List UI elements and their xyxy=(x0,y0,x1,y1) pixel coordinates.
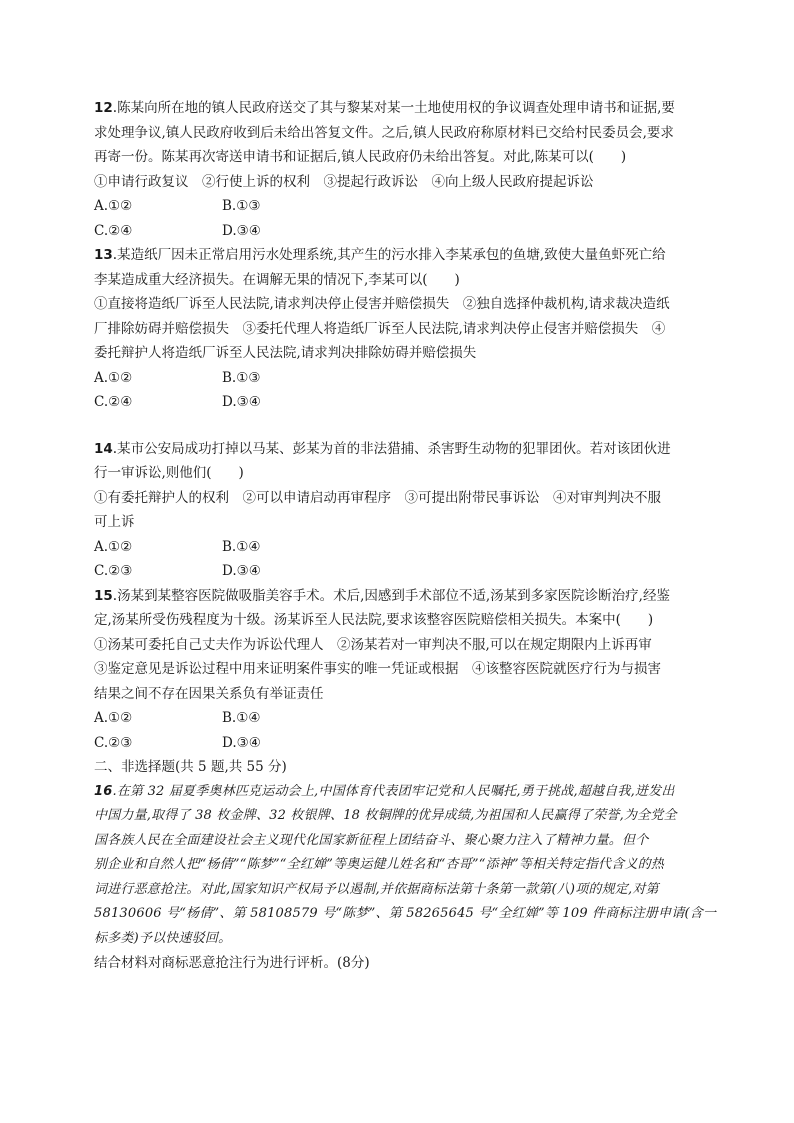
question-statements: ①汤某可委托自己丈夫作为诉讼代理人 ②汤某若对一审判决不服,可以在规定期限内上诉再审 xyxy=(94,636,652,653)
question-number: 15 xyxy=(94,587,113,604)
question-statements: 委托辩护人将造纸厂诉至人民法院,请求判决排除妨碍并赔偿损失 xyxy=(94,345,477,361)
question-text: 行一审诉讼,则他们( ) xyxy=(94,465,244,481)
question-16 xyxy=(94,780,717,952)
question-text: 定,汤某所受伤残程度为十级。汤某诉至人民法院,要求该整容医院赔偿相关损失。本案中( ) xyxy=(94,612,654,628)
option-c: C.②③ xyxy=(94,734,133,751)
question-text: .汤某到某整容医院做吸脂美容手术。术后,因感到手术部位不适,汤某到多家医院诊断治疗,经鉴 xyxy=(112,587,670,604)
material-text: 别企业和自然人把“杨倩”“陈梦”“全红婵”等奥运健儿姓名和“杏哥”“添神”等相关特定指代含义的热 xyxy=(94,857,665,872)
question-12 xyxy=(94,96,704,243)
question-number: 12 xyxy=(94,100,113,116)
question-15 xyxy=(94,584,704,756)
spacer xyxy=(94,415,704,437)
question-13 xyxy=(94,243,704,415)
section-title: 二、非选择题(共 5 题,共 55 分) xyxy=(94,759,287,775)
option-a: A.①② xyxy=(94,538,133,555)
material-text: 58130606 号“杨倩”、第 58108579 号“陈梦”、第 58265645 号“全红婵”等 109 件商标注册申请(含一 xyxy=(94,906,717,921)
question-number: 14 xyxy=(94,440,113,457)
question-text: 再寄一份。陈某再次寄送申请书和证据后,镇人民政府仍未给出答复。对此,陈某可以( ) xyxy=(94,149,627,165)
question-statements: 结果之间不存在因果关系负有举证责任 xyxy=(94,685,324,702)
page-content xyxy=(94,96,717,976)
question-text: .某造纸厂因未正常启用污水处理系统,其产生的污水排入李某承包的鱼塘,致使大量鱼虾死亡给 xyxy=(112,247,666,263)
question-text: 李某造成重大经济损失。在调解无果的情况下,李某可以( ) xyxy=(94,271,460,288)
question-number: 16 xyxy=(94,783,113,799)
option-c: C.②④ xyxy=(94,394,133,410)
question-text: .某市公安局成功打掉以马某、彭某为首的非法猎捕、杀害野生动物的犯罪团伙。若对该团伙进 xyxy=(112,440,671,457)
question-text: .陈某向所在地的镇人民政府送交了其与黎某对某一土地使用权的争议调查处理申请书和证据,要 xyxy=(112,100,675,116)
option-c: C.②④ xyxy=(94,222,133,239)
question-statements: ③鉴定意见是诉讼过程中用来证明案件事实的唯一凭证或根据 ④该整容医院就医疗行为与损害 xyxy=(94,661,661,677)
option-b: B.①③ xyxy=(222,198,261,214)
option-b: B.①③ xyxy=(222,369,261,386)
material-text: .在第 32 届夏季奥林匹克运动会上,中国体育代表团牢记党和人民嘱托,勇于挑战,超越自我,迸发出 xyxy=(112,783,675,799)
option-d: D.③④ xyxy=(222,734,261,751)
material-text: 标多类)予以快速驳回。 xyxy=(94,930,232,946)
options-row xyxy=(94,390,704,415)
options-row xyxy=(94,706,704,731)
option-d: D.③④ xyxy=(222,222,261,239)
material-text: 中国力量,取得了 38 枚金牌、32 枚银牌、18 枚铜牌的优异成绩,为祖国和人民赢得了荣誉,为全党全 xyxy=(94,808,677,823)
options-row xyxy=(94,194,704,219)
options-row xyxy=(94,559,704,584)
options-row xyxy=(94,219,704,244)
question-statements: ①申请行政复议 ②行使上诉的权利 ③提起行政诉讼 ④向上级人民政府提起诉讼 xyxy=(94,173,594,190)
option-c: C.②③ xyxy=(94,563,133,579)
option-b: B.①④ xyxy=(222,538,261,555)
option-d: D.③④ xyxy=(222,394,261,410)
material-text: 词进行恶意抢注。对此,国家知识产权局予以遏制,并依据商标法第十条第一款第(八)项的规定,对第 xyxy=(94,881,659,897)
question-number: 13 xyxy=(94,247,113,263)
option-b: B.①④ xyxy=(222,710,261,726)
question-statements: ①有委托辩护人的权利 ②可以申请启动再审程序 ③可提出附带民事诉讼 ④对审判判决不服 xyxy=(94,489,661,506)
option-a: A.①② xyxy=(94,710,133,726)
question-text: 求处理争议,镇人民政府收到后未给出答复文件。之后,镇人民政府称原材料已交给村民委员会,要求 xyxy=(94,124,674,141)
option-a: A.①② xyxy=(94,369,133,386)
options-row xyxy=(94,535,704,560)
options-row xyxy=(94,731,704,756)
material-text: 国各族人民在全面建设社会主义现代化国家新征程上团结奋斗、聚心聚力注入了精神力量。但个 xyxy=(94,832,649,848)
question-statements: 可上诉 xyxy=(94,514,135,530)
question-14 xyxy=(94,437,704,584)
question-task: 结合材料对商标恶意抢注行为进行评析。(8分) xyxy=(94,955,370,971)
question-statements: 厂排除妨碍并赔偿损失 ③委托代理人将造纸厂诉至人民法院,请求判决停止侵害并赔偿损失 ④ xyxy=(94,320,666,337)
question-statements: ①直接将造纸厂诉至人民法院,请求判决停止侵害并赔偿损失 ②独自选择仲裁机构,请求裁决造纸 xyxy=(94,296,670,312)
options-row xyxy=(94,366,704,391)
option-a: A.①② xyxy=(94,198,133,214)
option-d: D.③④ xyxy=(222,563,261,579)
